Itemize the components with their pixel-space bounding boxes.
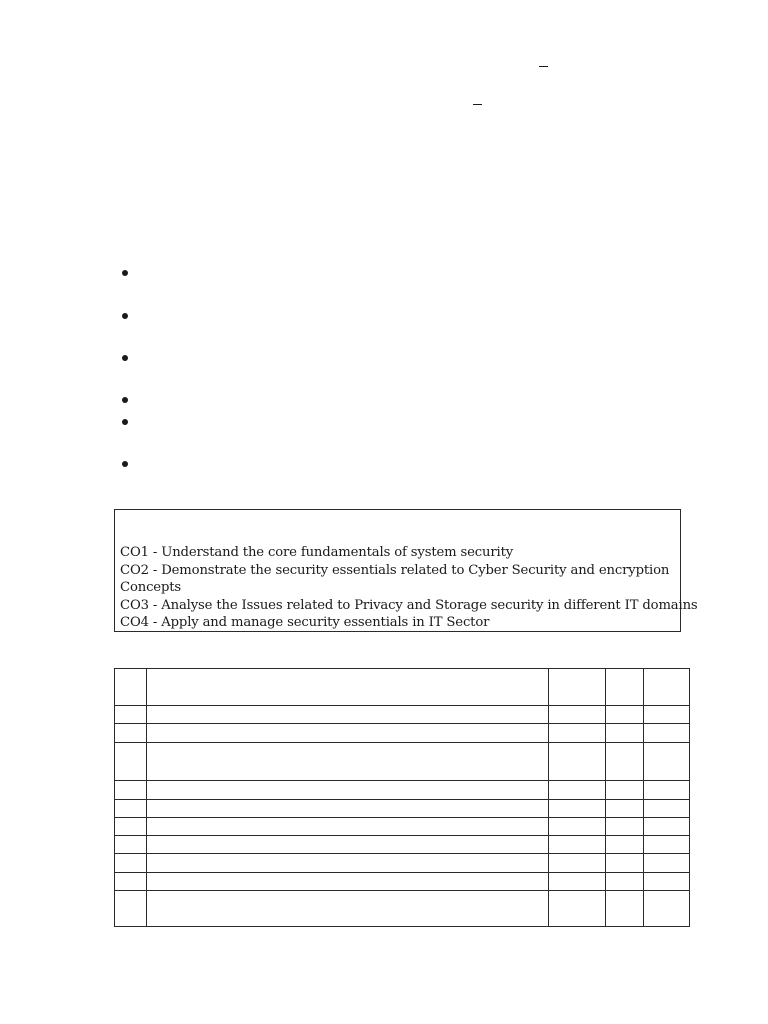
table-cell — [115, 724, 147, 743]
table-cell — [549, 854, 606, 873]
table-row — [115, 743, 690, 781]
bullet-icon — [122, 461, 128, 467]
table-cell — [549, 743, 606, 781]
course-outcome-co1: CO1 - Understand the core fundamentals of system security — [120, 545, 514, 560]
table-cell — [147, 669, 549, 706]
table-cell — [147, 706, 549, 724]
bullet-icon — [122, 397, 128, 403]
table-cell — [644, 818, 690, 836]
bullet-icon — [122, 419, 128, 425]
course-outcomes-list — [120, 544, 698, 632]
table-cell — [147, 891, 549, 927]
bullet-icon — [122, 355, 128, 361]
table-row — [115, 800, 690, 818]
bullet-icon — [122, 313, 128, 319]
table-cell — [147, 818, 549, 836]
table-row — [115, 836, 690, 854]
course-outcomes-box — [114, 509, 698, 632]
table-cell — [606, 706, 644, 724]
header-dash-mark — [473, 104, 482, 105]
table-header-row — [115, 669, 690, 706]
mapping-table — [114, 668, 690, 927]
table-cell — [147, 800, 549, 818]
course-outcome-co4: CO4 - Apply and manage security essentials in IT Sector — [120, 615, 490, 631]
table-cell — [549, 891, 606, 927]
table-cell — [644, 891, 690, 927]
table-row — [115, 706, 690, 724]
table-cell — [115, 836, 147, 854]
table-cell — [549, 781, 606, 800]
table-cell — [147, 873, 549, 891]
table-cell — [606, 836, 644, 854]
table-cell — [147, 836, 549, 854]
bullet-icon — [122, 270, 128, 276]
table-row — [115, 891, 690, 927]
table-row — [115, 854, 690, 873]
table-cell — [549, 873, 606, 891]
table-row — [115, 818, 690, 836]
course-outcome-co2-continued: Concepts — [120, 580, 182, 596]
table-cell — [644, 669, 690, 706]
table-cell — [115, 854, 147, 873]
table-cell — [115, 891, 147, 927]
table-cell — [606, 818, 644, 836]
table-cell — [644, 836, 690, 854]
table-cell — [549, 800, 606, 818]
table-cell — [147, 854, 549, 873]
table-cell — [549, 818, 606, 836]
table-cell — [606, 743, 644, 781]
table-cell — [606, 669, 644, 706]
table-cell — [606, 854, 644, 873]
table-cell — [549, 724, 606, 743]
table-cell — [644, 706, 690, 724]
table-cell — [549, 669, 606, 706]
table-cell — [115, 818, 147, 836]
table-cell — [115, 781, 147, 800]
table-cell — [549, 836, 606, 854]
table-cell — [115, 800, 147, 818]
table-cell — [644, 724, 690, 743]
table-cell — [147, 781, 549, 800]
table-cell — [606, 891, 644, 927]
table-cell — [644, 854, 690, 873]
table-row — [115, 873, 690, 891]
table-cell — [549, 706, 606, 724]
table-cell — [115, 706, 147, 724]
table-cell — [147, 724, 549, 743]
table-cell — [644, 873, 690, 891]
table-row — [115, 781, 690, 800]
header-dash-mark — [539, 66, 548, 67]
table-cell — [115, 669, 147, 706]
table-cell — [606, 873, 644, 891]
table-cell — [115, 743, 147, 781]
table-cell — [644, 800, 690, 818]
course-outcome-co3: CO3 - Analyse the Issues related to Privacy and Storage security in different IT domains — [120, 597, 698, 613]
table-cell — [115, 873, 147, 891]
table-cell — [644, 743, 690, 781]
table-cell — [606, 800, 644, 818]
table-row — [115, 724, 690, 743]
course-outcome-co2: CO2 - Demonstrate the security essentials related to Cyber Security and encryption — [120, 562, 670, 578]
table-cell — [606, 724, 644, 743]
table-cell — [147, 743, 549, 781]
table-cell — [644, 781, 690, 800]
table-cell — [606, 781, 644, 800]
